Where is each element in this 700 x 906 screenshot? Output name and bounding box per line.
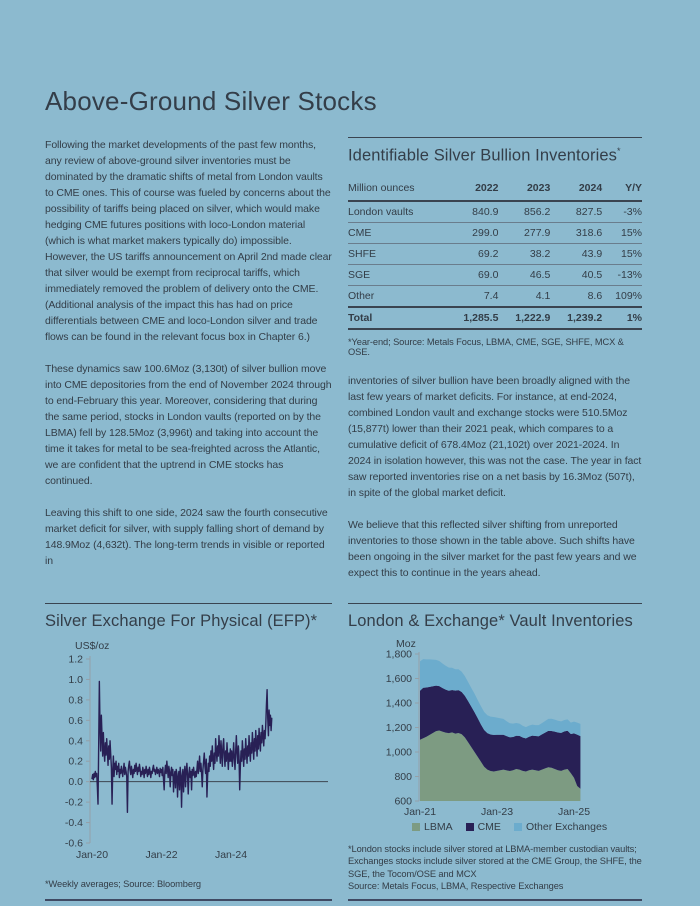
- vault-chart-section: [348, 603, 642, 901]
- bottom-rule: [348, 899, 642, 901]
- cell-value: 43.9: [550, 243, 602, 264]
- svg-text:1,600: 1,600: [385, 672, 412, 685]
- legend-label: CME: [477, 820, 501, 833]
- legend-label: Other Exchanges: [525, 820, 608, 833]
- cell-value: 38.2: [498, 243, 550, 264]
- vault-stacked-area-chart: [348, 637, 642, 819]
- cell-value: 856.2: [498, 201, 550, 223]
- legend-label: LBMA: [424, 820, 453, 833]
- svg-text:0.0: 0.0: [68, 775, 83, 788]
- table-row: [348, 264, 642, 285]
- body-paragraph-1: Following the market developments of the past few months, any review of above-ground silver inventories must be dominated by the dramatic shifts of metal from London vaults to CME ones. This of course was fueled by concerns about the possibility of tariffs being placed on silver, which would make hedging CME futures positions with loco-London material (which is what market makers typically do) impossible. However, the US tariffs announcement on April 2nd made clear that silver would be exempt from reciprocal tariffs, which immediately removed the problem of delivery onto the CME. (Additional analysis of the impact this has had on price differentials between CME and loco-London silver and trade flows can be found in the relevant focus box in Chapter 6.): [45, 139, 332, 343]
- cell-value: 69.0: [447, 264, 499, 285]
- legend-item-lbma: [412, 821, 453, 833]
- body-paragraph-4: inventories of silver bullion have been broadly aligned with the last few years of market deficits. For instance, at end-2024, combined London vault and exchange stocks were 510.5Moz (15,877t) lower than their 2021 peak, which compares to a cumulative deficit of 678.4Moz (21,102t) over 2021-2024. In 2024 in isolation however, this was not the case. The year in fact saw reported inventories rise on a net basis by 16.3Moz (507t), in spite of the global market deficit.: [348, 374, 642, 499]
- cell-value: 109%: [602, 285, 642, 307]
- svg-text:0.8: 0.8: [68, 693, 83, 706]
- cell-value: 299.0: [447, 222, 499, 243]
- row-label: Other: [348, 285, 447, 307]
- cell-value: 277.9: [498, 222, 550, 243]
- section-divider: [348, 137, 642, 138]
- column-header-2023: 2023: [498, 179, 550, 201]
- cell-value: 15%: [602, 222, 642, 243]
- left-column: [45, 137, 332, 585]
- lbma-swatch: [412, 823, 420, 831]
- svg-text:US$/oz: US$/oz: [75, 639, 110, 652]
- cell-value: 1,285.5: [447, 307, 499, 329]
- svg-text:1,800: 1,800: [385, 648, 412, 660]
- legend-item-cme: [466, 821, 501, 833]
- column-header-units: Million ounces: [348, 179, 447, 201]
- svg-text:Moz: Moz: [396, 637, 416, 650]
- page-title: Above-Ground Silver Stocks: [45, 86, 377, 116]
- svg-text:800: 800: [394, 770, 412, 783]
- cell-value: 8.6: [550, 285, 602, 307]
- table-title: [348, 146, 642, 166]
- column-header-2022: 2022: [447, 179, 499, 201]
- table-row: [348, 222, 642, 243]
- other-exchanges-swatch: [514, 823, 522, 831]
- legend-item-other-exchanges: [514, 821, 607, 833]
- cell-value: 840.9: [447, 201, 499, 223]
- svg-text:1,000: 1,000: [385, 746, 412, 758]
- cell-value: 4.1: [498, 285, 550, 307]
- cell-value: 1%: [602, 307, 642, 329]
- svg-text:Jan-24: Jan-24: [214, 848, 248, 861]
- svg-text:1,200: 1,200: [385, 721, 412, 734]
- svg-text:0.4: 0.4: [68, 734, 83, 747]
- row-label: London vaults: [348, 201, 447, 223]
- svg-text:-0.6: -0.6: [64, 837, 83, 849]
- efp-chart-section: [45, 603, 332, 901]
- section-divider: [45, 603, 332, 604]
- svg-text:Jan-20: Jan-20: [75, 848, 109, 861]
- inventories-table: [348, 179, 642, 330]
- vault-chart-footnotes: [348, 843, 642, 893]
- svg-text:Jan-21: Jan-21: [403, 805, 437, 818]
- efp-line-chart: [45, 637, 332, 863]
- column-header-yy: Y/Y: [602, 179, 642, 201]
- table-row: [348, 201, 642, 223]
- cell-value: 40.5: [550, 264, 602, 285]
- body-paragraph-3: Leaving this shift to one side, 2024 saw the fourth consecutive market deficit for silver, with supply falling short of demand by 148.9Moz (4,632t). The long-term trends in visible or reported in: [45, 507, 328, 567]
- table-row: [348, 285, 642, 307]
- vault-chart-footnote: *London stocks include silver stored at LBMA-member custodian vaults; Exchanges stocks include silver stored at the CME Group, the SHFE, the SGE, the Tocom/OSE and MCX: [348, 843, 642, 879]
- right-column: [348, 137, 642, 597]
- bottom-rule: [45, 899, 332, 901]
- cell-value: -3%: [602, 201, 642, 223]
- row-label: SHFE: [348, 243, 447, 264]
- body-columns: [45, 137, 642, 597]
- table-footnote: *Year-end; Source: Metals Focus, LBMA, CME, SGE, SHFE, MCX & OSE.: [348, 336, 624, 357]
- body-paragraph-5: We believe that this reflected silver shifting from unreported inventories to those shown in the table above. Such shifts have been ongoing in the silver market for the past few years and we expect this to continue in the years ahead.: [348, 518, 637, 579]
- svg-text:Jan-25: Jan-25: [557, 805, 591, 818]
- cell-value: 1,222.9: [498, 307, 550, 329]
- cme-swatch: [466, 823, 474, 831]
- svg-text:-0.4: -0.4: [64, 816, 83, 829]
- efp-chart-footnote: *Weekly averages; Source: Bloomberg: [45, 879, 202, 889]
- table-header-row: [348, 179, 642, 201]
- cell-value: 15%: [602, 243, 642, 264]
- cell-value: 46.5: [498, 264, 550, 285]
- inventories-table-section: [348, 137, 642, 357]
- cell-value: 1,239.2: [550, 307, 602, 329]
- svg-text:0.6: 0.6: [68, 714, 83, 727]
- efp-chart-title: Silver Exchange For Physical (EFP)*: [45, 611, 318, 630]
- cell-value: 318.6: [550, 222, 602, 243]
- svg-text:600: 600: [394, 795, 412, 807]
- svg-text:Jan-23: Jan-23: [480, 805, 514, 818]
- table-row: [348, 243, 642, 264]
- cell-value: 7.4: [447, 285, 499, 307]
- cell-value: -13%: [602, 264, 642, 285]
- charts-row: [45, 603, 642, 901]
- vault-chart-legend: [412, 821, 642, 833]
- row-label: Total: [348, 307, 447, 329]
- table-total-row: [348, 307, 642, 329]
- svg-text:0.2: 0.2: [68, 755, 83, 768]
- vault-chart-source: Source: Metals Focus, LBMA, Respective Exchanges: [348, 881, 564, 891]
- row-label: CME: [348, 222, 447, 243]
- table-title-footnote-marker: *: [616, 146, 621, 156]
- table-title-text: Identifiable Silver Bullion Inventories: [348, 146, 617, 165]
- svg-text:1,400: 1,400: [385, 697, 412, 709]
- svg-text:Jan-22: Jan-22: [145, 848, 178, 861]
- svg-text:1.0: 1.0: [68, 673, 83, 686]
- cell-value: 69.2: [447, 243, 499, 264]
- svg-text:-0.2: -0.2: [64, 796, 83, 809]
- svg-text:1.2: 1.2: [68, 653, 83, 665]
- section-divider: [348, 603, 642, 604]
- row-label: SGE: [348, 264, 447, 285]
- vault-chart-title: London & Exchange* Vault Inventories: [348, 611, 633, 630]
- cell-value: 827.5: [550, 201, 602, 223]
- body-paragraph-2: These dynamics saw 100.6Moz (3,130t) of silver bullion move into CME depositories from the end of November 2024 through to end-February this year. Moreover, considering that during the same period, stocks in London vaults (reported on by the LBMA) fell by 128.5Moz (3,996t) and taking into account the time it takes for metal to be sea-freighted across the Atlantic, we are confident that the uptrend in CME stocks has continued.: [45, 363, 332, 487]
- column-header-2024: 2024: [550, 179, 602, 201]
